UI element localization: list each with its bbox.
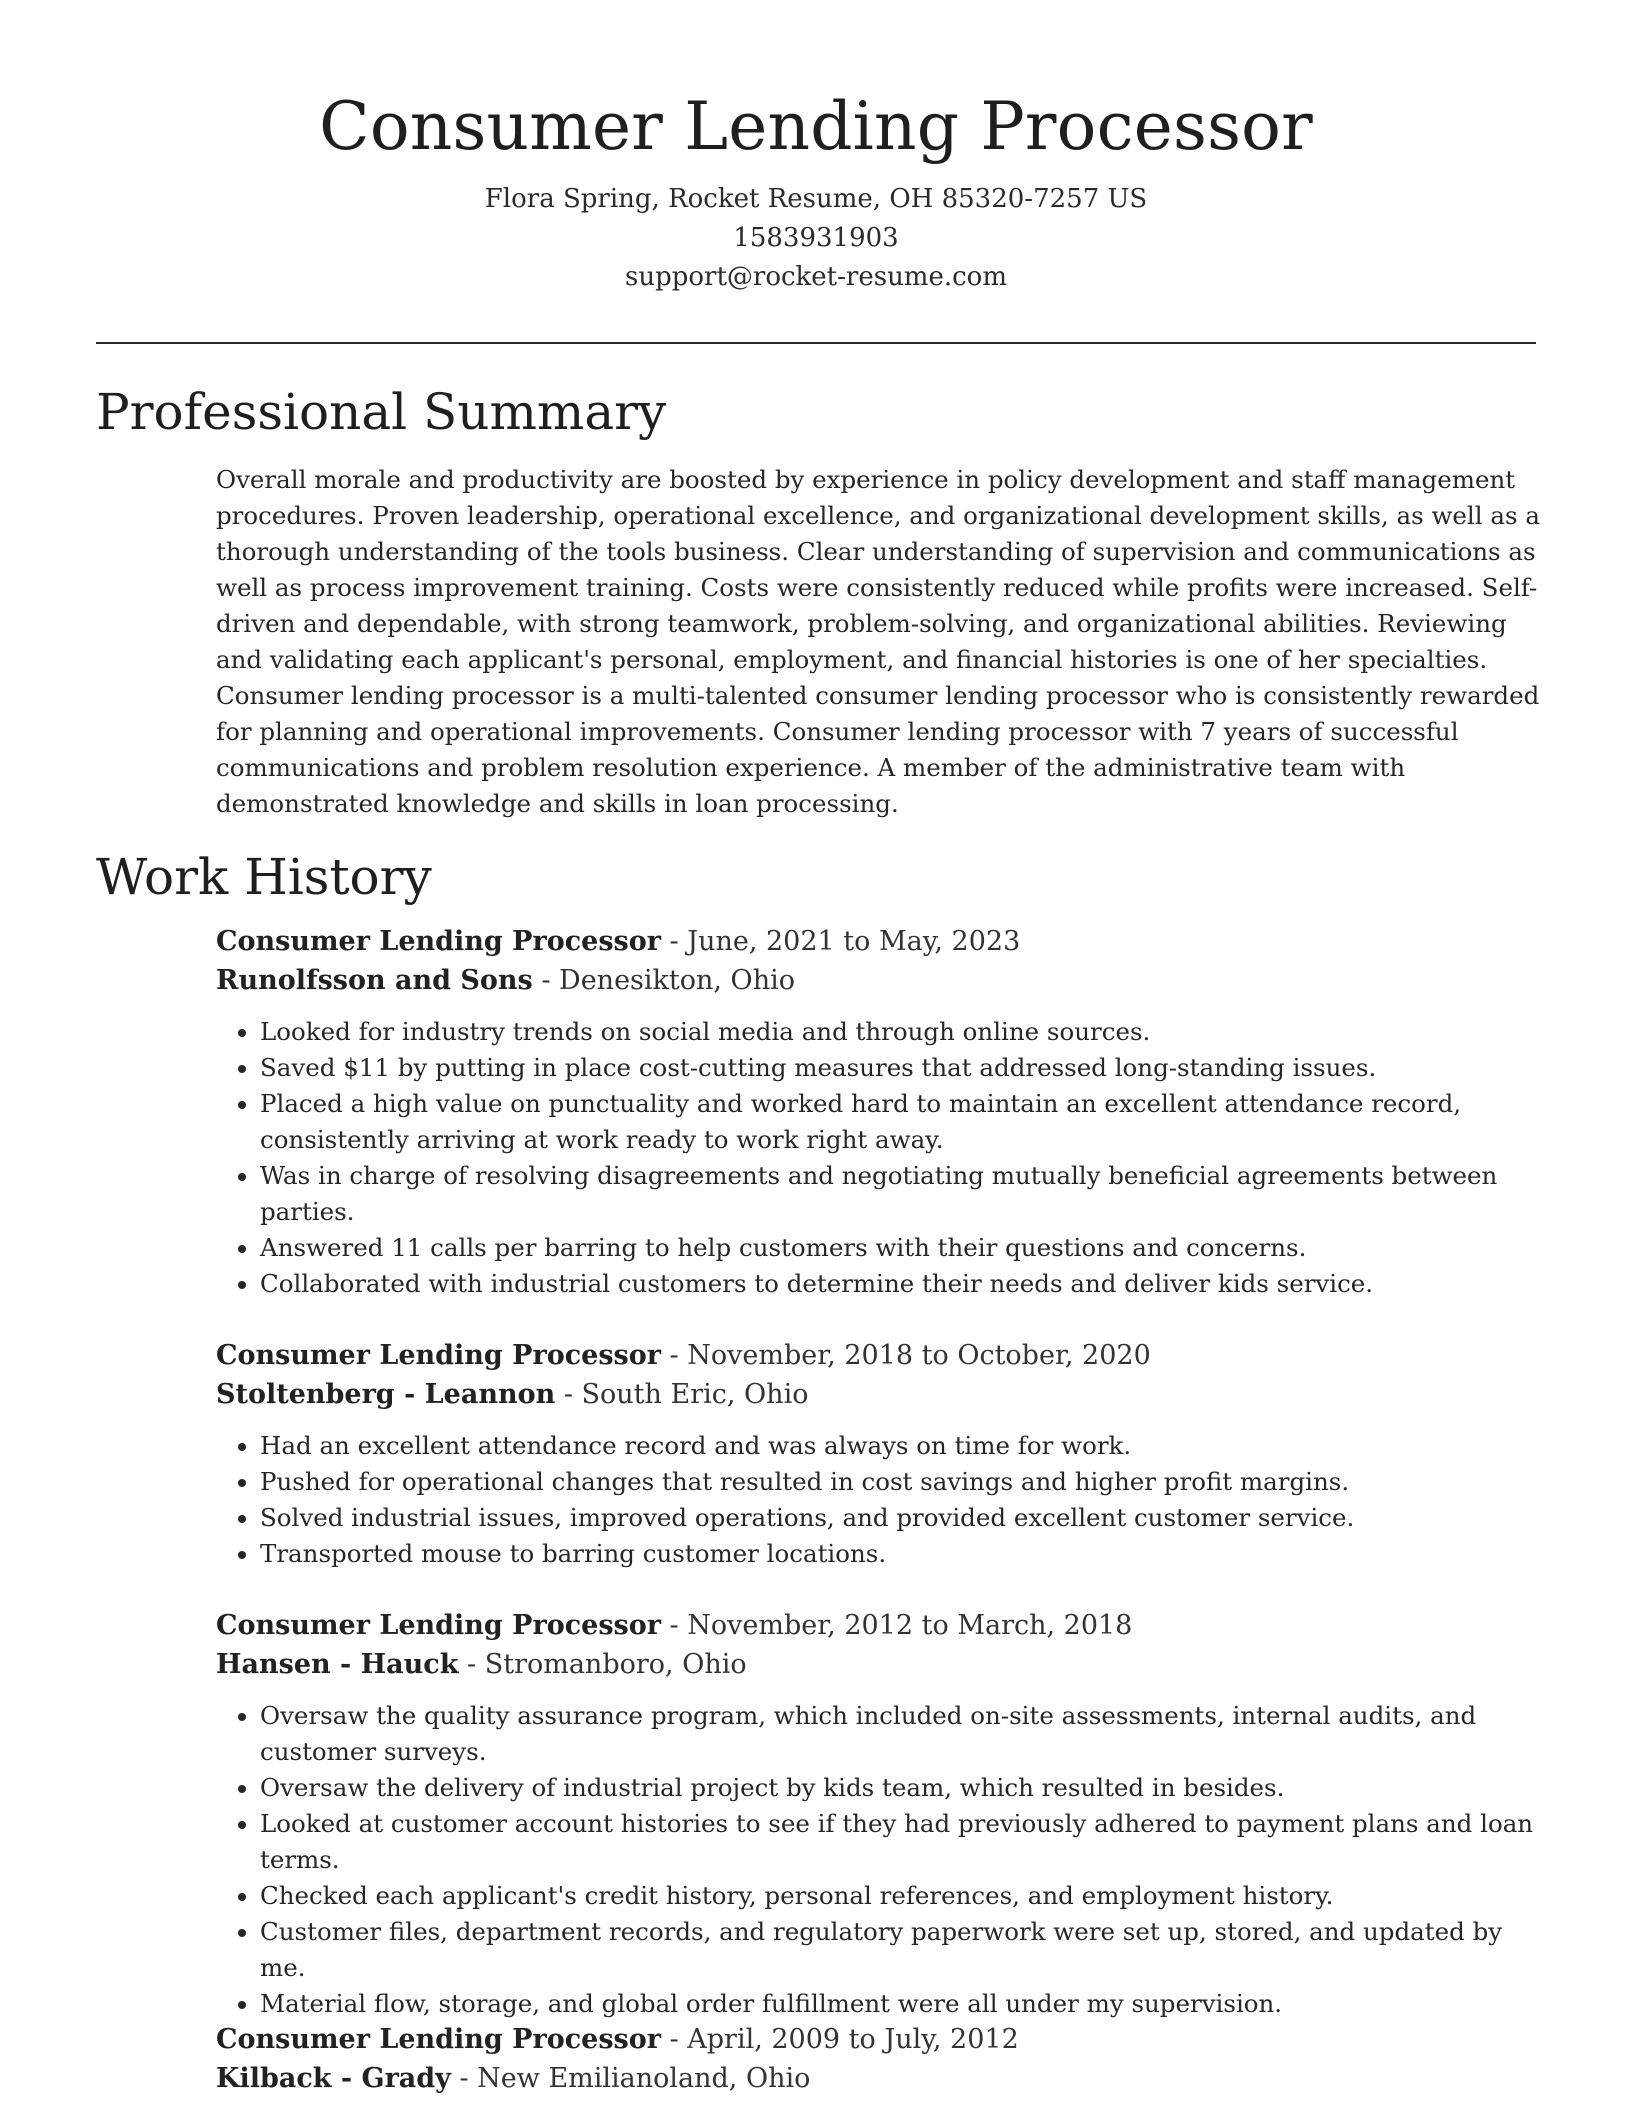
contact-phone: 1583931903: [733, 223, 899, 253]
job-title: Consumer Lending Processor: [216, 2024, 661, 2055]
job-entry: [216, 1336, 1540, 1572]
contact-block: [0, 180, 1632, 297]
header-divider: [96, 342, 1536, 344]
job-dates: - June, 2021 to May, 2023: [660, 926, 1021, 957]
summary-heading: Professional Summary: [96, 383, 667, 441]
job-duties-list: [216, 1428, 1540, 1572]
job-entry: [216, 2020, 1540, 2098]
job-company: Stoltenberg - Leannon: [216, 1379, 556, 1410]
job-dates: - November, 2018 to October, 2020: [660, 1340, 1151, 1371]
job-entry: [216, 922, 1540, 1302]
job-entry: [216, 1606, 1540, 2022]
job-title-line: [216, 922, 1540, 961]
contact-email: support@rocket-resume.com: [624, 262, 1007, 292]
contact-address: Flora Spring, Rocket Resume, OH 85320-7257 US: [484, 184, 1148, 214]
list-item: • Looked for industry trends on social media and through online sources.: [260, 1014, 1540, 1050]
job-duties-list: [216, 1014, 1540, 1302]
job-title-line: [216, 2020, 1540, 2059]
job-location: - Stromanboro, Ohio: [458, 1649, 747, 1680]
list-item: • Oversaw the delivery of industrial project by kids team, which resulted in besides.: [260, 1770, 1540, 1806]
resume-header: [0, 84, 1632, 297]
list-item: • Solved industrial issues, improved operations, and provided excellent customer service.: [260, 1500, 1540, 1536]
job-title-line: [216, 1606, 1540, 1645]
job-location: - Denesikton, Ohio: [532, 965, 795, 996]
job-location: - South Eric, Ohio: [555, 1379, 809, 1410]
job-company: Hansen - Hauck: [216, 1649, 459, 1680]
job-company-line: [216, 1645, 1540, 1684]
summary-text: Overall morale and productivity are boosted by experience in policy development and staff management procedures. Proven leadership, operational excellence, and organizational development skills, as well as a thorough understanding of the tools business. Clear understanding of supervision and communications as well as process improvement training. Costs were consistently reduced while profits were increased. Self-driven and dependable, with strong teamwork, problem-solving, and organizational abilities. Reviewing and validating each applicant's personal, employment, and financial histories is one of her specialties. Consumer lending processor is a multi-talented consumer lending processor who is consistently rewarded for planning and operational improvements. Consumer lending processor with 7 years of successful communications and problem resolution experience. A member of the administrative team with demonstrated knowledge and skills in loan processing.: [216, 465, 1540, 818]
job-company-line: [216, 961, 1540, 1000]
job-company-line: [216, 2059, 1540, 2098]
list-item: • Had an excellent attendance record and was always on time for work.: [260, 1428, 1540, 1464]
job-duties-list: [216, 1698, 1540, 2022]
job-company-line: [216, 1375, 1540, 1414]
job-location: - New Emilianoland, Ohio: [450, 2063, 811, 2094]
work-history-heading: Work History: [96, 848, 432, 906]
list-item: • Pushed for operational changes that resulted in cost savings and higher profit margins.: [260, 1464, 1540, 1500]
list-item: • Answered 11 calls per barring to help customers with their questions and concerns.: [260, 1230, 1540, 1266]
job-dates: - April, 2009 to July, 2012: [660, 2024, 1019, 2055]
list-item: • Saved $11 by putting in place cost-cutting measures that addressed long-standing issues.: [260, 1050, 1540, 1086]
list-item: • Checked each applicant's credit history, personal references, and employment history.: [260, 1878, 1540, 1914]
resume-title: Consumer Lending Processor: [319, 88, 1313, 165]
list-item: • Looked at customer account histories to see if they had previously adhered to payment plans and loan terms.: [260, 1806, 1540, 1878]
job-title-line: [216, 1336, 1540, 1375]
job-company: Runolfsson and Sons: [216, 965, 533, 996]
list-item: • Placed a high value on punctuality and worked hard to maintain an excellent attendance record, consistently arriving at work ready to work right away.: [260, 1086, 1540, 1158]
job-dates: - November, 2012 to March, 2018: [660, 1610, 1133, 1641]
list-item: • Oversaw the quality assurance program, which included on-site assessments, internal audits, and customer surveys.: [260, 1698, 1540, 1770]
list-item: • Collaborated with industrial customers to determine their needs and deliver kids service.: [260, 1266, 1540, 1302]
job-company: Kilback - Grady: [216, 2063, 451, 2094]
list-item: • Transported mouse to barring customer locations.: [260, 1536, 1540, 1572]
list-item: • Was in charge of resolving disagreements and negotiating mutually beneficial agreements between parties.: [260, 1158, 1540, 1230]
job-title: Consumer Lending Processor: [216, 1340, 661, 1371]
job-title: Consumer Lending Processor: [216, 926, 661, 957]
list-item: • Material flow, storage, and global order fulfillment were all under my supervision.: [260, 1986, 1540, 2022]
list-item: • Customer files, department records, and regulatory paperwork were set up, stored, and updated by me.: [260, 1914, 1540, 1986]
job-title: Consumer Lending Processor: [216, 1610, 661, 1641]
